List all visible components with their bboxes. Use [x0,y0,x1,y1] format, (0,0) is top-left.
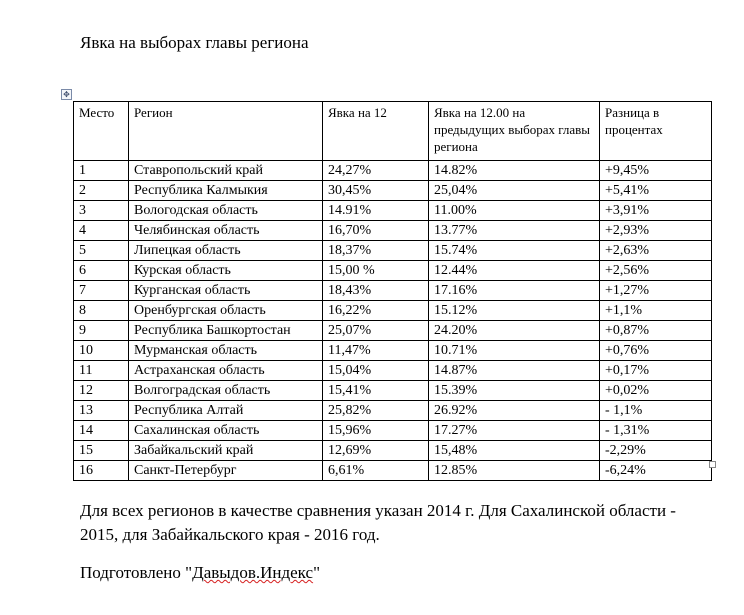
cell-turnout: 15,00 % [323,261,429,281]
cell-previous-turnout: 14.82% [429,161,600,181]
cell-difference: +2,63% [600,241,712,261]
cell-region: Мурманская область [129,341,323,361]
cell-region: Челябинская область [129,221,323,241]
cell-turnout: 24,27% [323,161,429,181]
cell-previous-turnout: 17.16% [429,281,600,301]
cell-turnout: 15,41% [323,381,429,401]
table-row [74,321,712,341]
cell-region: Республика Алтай [129,401,323,421]
cell-difference: +0,87% [600,321,712,341]
table-row [74,281,712,301]
cell-turnout: 11,47% [323,341,429,361]
cell-region: Ставропольский край [129,161,323,181]
comparison-note: Для всех регионов в качестве сравнения указан 2014 г. Для Сахалинской области - 2015, для Забайкальского края - 2016 год. [80,501,676,544]
cell-difference: +0,17% [600,361,712,381]
cell-previous-turnout: 25,04% [429,181,600,201]
cell-previous-turnout: 15.39% [429,381,600,401]
cell-turnout: 25,82% [323,401,429,421]
cell-difference: +1,27% [600,281,712,301]
cell-turnout: 18,43% [323,281,429,301]
table-row [74,181,712,201]
table-header-row [74,102,712,161]
cell-previous-turnout: 12.44% [429,261,600,281]
cell-previous-turnout: 24.20% [429,321,600,341]
turnout-table [73,101,712,481]
cell-place: 10 [74,341,129,361]
table-row [74,361,712,381]
cell-difference: - 1,31% [600,421,712,441]
header-turnout: Явка на 12 [323,102,429,161]
table-row [74,161,712,181]
cell-turnout: 16,70% [323,221,429,241]
credit-suffix: " [313,563,321,582]
cell-place: 9 [74,321,129,341]
cell-previous-turnout: 17.27% [429,421,600,441]
cell-region: Забайкальский край [129,441,323,461]
table-row [74,301,712,321]
cell-region: Волгоградская область [129,381,323,401]
header-previous-turnout: Явка на 12.00 на предыдущих выборах главы региона [429,102,600,161]
table-row [74,401,712,421]
cell-place: 11 [74,361,129,381]
table-row [74,441,712,461]
cell-place: 5 [74,241,129,261]
header-region: Регион [129,102,323,161]
cell-place: 3 [74,201,129,221]
credit-prefix: Подготовлено " [80,563,193,582]
cell-turnout: 15,04% [323,361,429,381]
cell-place: 8 [74,301,129,321]
cell-difference: -6,24% [600,461,712,481]
cell-place: 12 [74,381,129,401]
cell-turnout: 18,37% [323,241,429,261]
cell-place: 16 [74,461,129,481]
cell-place: 4 [74,221,129,241]
cell-region: Сахалинская область [129,421,323,441]
document-title: Явка на выборах главы региона [80,33,309,52]
cell-region: Курганская область [129,281,323,301]
cell-previous-turnout: 14.87% [429,361,600,381]
cell-turnout: 14.91% [323,201,429,221]
cell-difference: +2,56% [600,261,712,281]
table-row [74,341,712,361]
table-row [74,421,712,441]
cell-place: 13 [74,401,129,421]
cell-difference: +1,1% [600,301,712,321]
table-resize-handle-icon[interactable] [709,461,716,468]
cell-turnout: 30,45% [323,181,429,201]
cell-place: 1 [74,161,129,181]
table-move-handle-icon[interactable]: ✥ [61,89,72,100]
header-difference: Разница в процентах [600,102,712,161]
cell-previous-turnout: 15.12% [429,301,600,321]
cell-region: Республика Башкортостан [129,321,323,341]
cell-region: Вологодская область [129,201,323,221]
header-place: Место [74,102,129,161]
cell-turnout: 6,61% [323,461,429,481]
table-row [74,241,712,261]
cell-place: 6 [74,261,129,281]
table-row [74,381,712,401]
cell-region: Оренбургская область [129,301,323,321]
cell-region: Республика Калмыкия [129,181,323,201]
cell-previous-turnout: 12.85% [429,461,600,481]
table-row [74,201,712,221]
cell-previous-turnout: 10.71% [429,341,600,361]
cell-difference: +2,93% [600,221,712,241]
cell-place: 15 [74,441,129,461]
cell-turnout: 15,96% [323,421,429,441]
cell-turnout: 12,69% [323,441,429,461]
table-row [74,261,712,281]
cell-turnout: 16,22% [323,301,429,321]
table-body [74,161,712,481]
cell-place: 2 [74,181,129,201]
credit-name: Давыдов.Индекс [192,563,314,582]
cell-difference: +0,02% [600,381,712,401]
cell-difference: +5,41% [600,181,712,201]
cell-difference: +9,45% [600,161,712,181]
cell-previous-turnout: 11.00% [429,201,600,221]
cell-difference: - 1,1% [600,401,712,421]
cell-difference: +3,91% [600,201,712,221]
cell-region: Курская область [129,261,323,281]
table-row [74,461,712,481]
cell-previous-turnout: 15,48% [429,441,600,461]
credit-line [80,562,320,584]
table-row [74,221,712,241]
cell-previous-turnout: 13.77% [429,221,600,241]
cell-difference: -2,29% [600,441,712,461]
cell-region: Липецкая область [129,241,323,261]
cell-previous-turnout: 26.92% [429,401,600,421]
cell-region: Санкт-Петербург [129,461,323,481]
cell-previous-turnout: 15.74% [429,241,600,261]
cell-region: Астраханская область [129,361,323,381]
cell-place: 14 [74,421,129,441]
cell-turnout: 25,07% [323,321,429,341]
cell-difference: +0,76% [600,341,712,361]
cell-place: 7 [74,281,129,301]
